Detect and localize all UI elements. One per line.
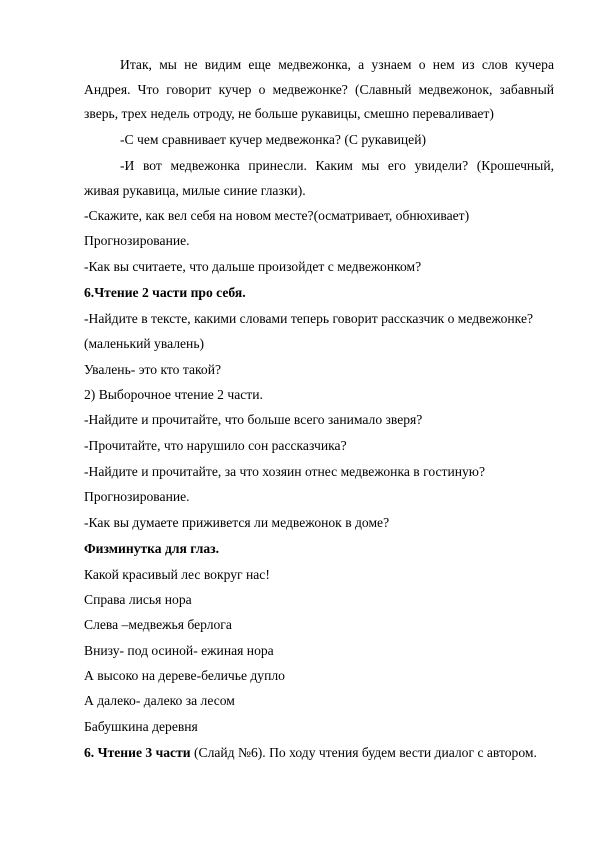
text-line: Увалень- это кто такой? bbox=[84, 362, 222, 377]
text-line: Какой красивый лес вокруг нас! bbox=[84, 567, 270, 582]
text-line: -Найдите и прочитайте, за что хозяин отнес медвежонка в гостиную? bbox=[84, 464, 485, 479]
section-heading-prefix: 6. Чтение 3 части bbox=[84, 745, 191, 760]
text-line: А далеко- далеко за лесом bbox=[84, 693, 235, 708]
text-line: -Как вы считаете, что дальше произойдет с медвежонком? bbox=[84, 259, 422, 274]
text-line: Слева –медвежья берлога bbox=[84, 617, 232, 632]
text-line: -Найдите и прочитайте, что больше всего занимало зверя? bbox=[84, 412, 423, 427]
text-line: -И вот медвежонка принесли. Каким мы его увидели? (Крошечный, bbox=[120, 158, 554, 173]
text-line: Внизу- под осиной- ежиная нора bbox=[84, 643, 274, 658]
text-line: Прогнозирование. bbox=[84, 489, 190, 504]
text-line: зверь, трех недель отроду, не больше рукавицы, смешно переваливает) bbox=[84, 106, 494, 121]
text-line: -Найдите в тексте, какими словами теперь говорит рассказчик о медвежонке? bbox=[84, 311, 534, 326]
text-line: Справа лисья нора bbox=[84, 592, 192, 607]
text-line: 2) Выборочное чтение 2 части. bbox=[84, 387, 263, 402]
text-line: -Как вы думаете приживется ли медвежонок в доме? bbox=[84, 515, 390, 530]
section-heading-rest: (Слайд №6). По ходу чтения будем вести диалог с автором. bbox=[194, 745, 537, 760]
section-heading: Физминутка для глаз. bbox=[84, 541, 220, 556]
section-heading bbox=[84, 745, 554, 761]
section-heading: 6.Чтение 2 части про себя. bbox=[84, 285, 246, 300]
text-line: -Прочитайте, что нарушило сон рассказчика? bbox=[84, 438, 347, 453]
text-line: живая рукавица, милые синие глазки). bbox=[84, 183, 306, 198]
text-line: Прогнозирование. bbox=[84, 233, 190, 248]
text-line: (маленький увалень) bbox=[84, 336, 205, 351]
text-line: -С чем сравнивает кучер медвежонка? (С рукавицей) bbox=[120, 132, 426, 147]
text-line: Бабушкина деревня bbox=[84, 719, 198, 734]
text-line: Андрея. Что говорит кучер о медвежонке? (Славный медвежонок, забавный bbox=[84, 82, 554, 97]
text-line: А высоко на дереве-беличье дупло bbox=[84, 668, 285, 683]
text-line: -Скажите, как вел себя на новом месте?(осматривает, обнюхивает) bbox=[84, 208, 470, 223]
text-line: Итак, мы не видим еще медвежонка, а узнаем о нем из слов кучера bbox=[120, 57, 554, 72]
